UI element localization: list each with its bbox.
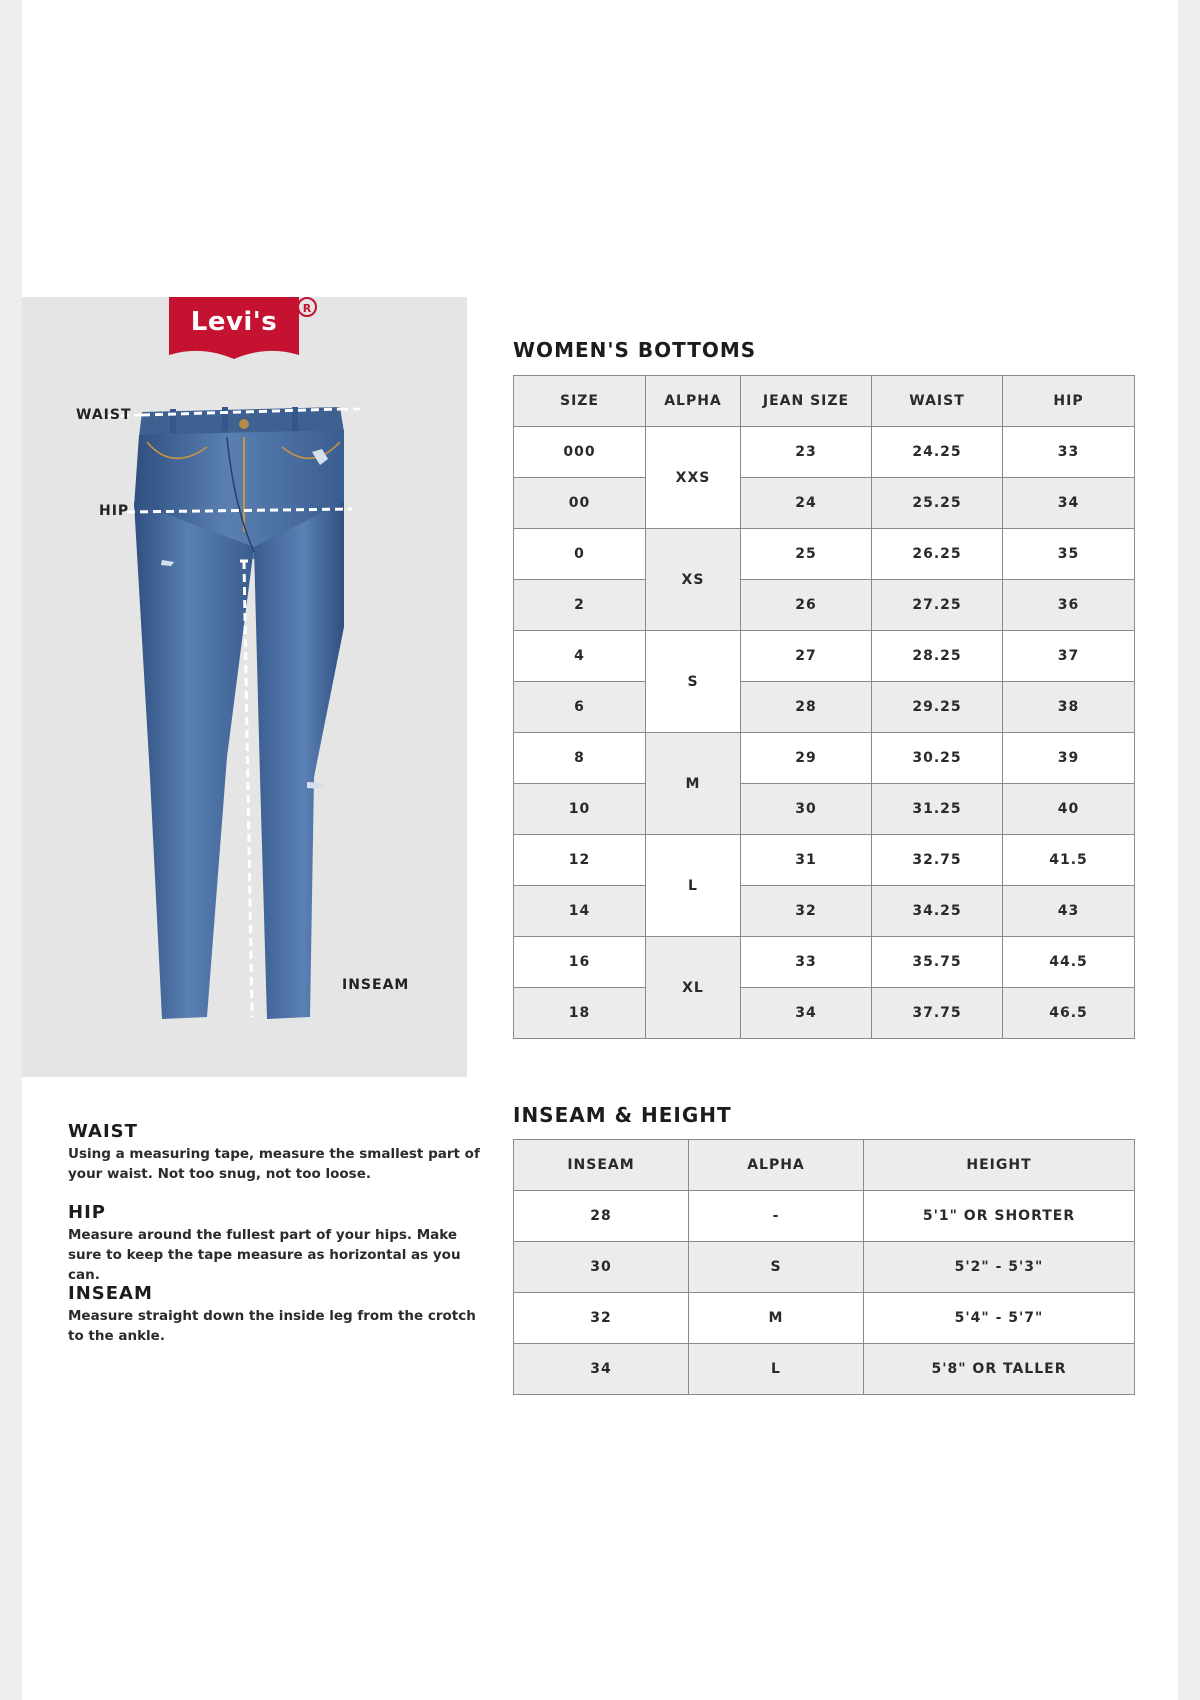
hip-instruction: [68, 1202, 488, 1285]
waist-cell: 29.25: [872, 682, 1003, 733]
hip-cell: 34: [1003, 478, 1135, 529]
alpha-cell: XS: [646, 529, 741, 631]
inseam-height-table: [513, 1139, 1135, 1395]
table-row: [514, 937, 1135, 988]
waist-cell: 35.75: [872, 937, 1003, 988]
hip-cell: 43: [1003, 886, 1135, 937]
hip-cell: 40: [1003, 784, 1135, 835]
alpha-cell: S: [689, 1242, 864, 1293]
jean-size-cell: 27: [741, 631, 872, 682]
waist-cell: 34.25: [872, 886, 1003, 937]
table-row: [514, 529, 1135, 580]
size-cell: 8: [514, 733, 646, 784]
hip-cell: 35: [1003, 529, 1135, 580]
hip-label: HIP: [99, 503, 130, 519]
table-row: [514, 580, 1135, 631]
height-cell: 5'2" - 5'3": [864, 1242, 1135, 1293]
column-header-inseam: INSEAM: [514, 1140, 689, 1191]
hip-instruction-text: Measure around the fullest part of your hips. Make sure to keep the tape measure as horizontal as you can.: [68, 1227, 461, 1283]
size-chart-page: [22, 0, 1178, 1700]
waist-cell: 31.25: [872, 784, 1003, 835]
jeans-illustration-panel: [22, 297, 467, 1077]
waist-instruction: [68, 1121, 488, 1184]
table-row: [514, 988, 1135, 1039]
logo-text: Levi's: [190, 307, 278, 337]
table-row: [514, 886, 1135, 937]
table-row: [514, 1242, 1135, 1293]
waist-cell: 32.75: [872, 835, 1003, 886]
hip-cell: 38: [1003, 682, 1135, 733]
jean-size-cell: 28: [741, 682, 872, 733]
column-header-height: HEIGHT: [864, 1140, 1135, 1191]
inseam-cell: 30: [514, 1242, 689, 1293]
jean-size-cell: 24: [741, 478, 872, 529]
waist-cell: 26.25: [872, 529, 1003, 580]
jean-size-cell: 23: [741, 427, 872, 478]
table-row: [514, 1293, 1135, 1344]
column-header-alpha: ALPHA: [689, 1140, 864, 1191]
column-header-size: SIZE: [514, 376, 646, 427]
waist-cell: 30.25: [872, 733, 1003, 784]
size-cell: 10: [514, 784, 646, 835]
alpha-cell: XXS: [646, 427, 741, 529]
size-cell: 12: [514, 835, 646, 886]
alpha-cell: M: [646, 733, 741, 835]
table-header-row: [514, 1140, 1135, 1191]
waist-instruction-text: Using a measuring tape, measure the smallest part of your waist. Not too snug, not too loose.: [68, 1146, 480, 1182]
waist-label: WAIST: [76, 407, 132, 423]
waist-cell: 24.25: [872, 427, 1003, 478]
alpha-cell: L: [646, 835, 741, 937]
table-row: [514, 478, 1135, 529]
inseam-cell: 34: [514, 1344, 689, 1395]
jean-size-cell: 34: [741, 988, 872, 1039]
jean-size-cell: 26: [741, 580, 872, 631]
inseam-label: INSEAM: [342, 977, 410, 993]
column-header-jean-size: JEAN SIZE: [741, 376, 872, 427]
table-row: [514, 1191, 1135, 1242]
height-cell: 5'8" OR TALLER: [864, 1344, 1135, 1395]
column-header-alpha: ALPHA: [646, 376, 741, 427]
waist-instruction-title: WAIST: [68, 1121, 138, 1142]
size-cell: 0: [514, 529, 646, 580]
waist-cell: 37.75: [872, 988, 1003, 1039]
hip-instruction-title: HIP: [68, 1202, 106, 1223]
hip-cell: 33: [1003, 427, 1135, 478]
table-header-row: [514, 376, 1135, 427]
inseam-instruction: [68, 1283, 488, 1346]
hip-cell: 46.5: [1003, 988, 1135, 1039]
waist-cell: 25.25: [872, 478, 1003, 529]
table-row: [514, 733, 1135, 784]
hip-cell: 41.5: [1003, 835, 1135, 886]
alpha-cell: S: [646, 631, 741, 733]
jean-size-cell: 32: [741, 886, 872, 937]
alpha-cell: -: [689, 1191, 864, 1242]
hip-cell: 39: [1003, 733, 1135, 784]
inseam-instruction-title: INSEAM: [68, 1283, 153, 1304]
inseam-cell: 32: [514, 1293, 689, 1344]
alpha-cell: L: [689, 1344, 864, 1395]
inseam-instruction-text: Measure straight down the inside leg from the crotch to the ankle.: [68, 1308, 476, 1344]
table-row: [514, 682, 1135, 733]
womens-bottoms-title: WOMEN'S BOTTOMS: [513, 338, 757, 362]
womens-bottoms-table: [513, 375, 1135, 1039]
size-cell: 4: [514, 631, 646, 682]
size-cell: 6: [514, 682, 646, 733]
size-cell: 000: [514, 427, 646, 478]
jean-size-cell: 31: [741, 835, 872, 886]
alpha-cell: XL: [646, 937, 741, 1039]
levis-logo: [169, 297, 319, 359]
table-row: [514, 784, 1135, 835]
size-cell: 2: [514, 580, 646, 631]
jean-size-cell: 29: [741, 733, 872, 784]
inseam-cell: 28: [514, 1191, 689, 1242]
height-cell: 5'4" - 5'7": [864, 1293, 1135, 1344]
jean-size-cell: 30: [741, 784, 872, 835]
hip-cell: 36: [1003, 580, 1135, 631]
alpha-cell: M: [689, 1293, 864, 1344]
column-header-hip: HIP: [1003, 376, 1135, 427]
registered-mark: R: [297, 297, 317, 317]
hip-cell: 37: [1003, 631, 1135, 682]
height-cell: 5'1" OR SHORTER: [864, 1191, 1135, 1242]
waist-cell: 28.25: [872, 631, 1003, 682]
size-cell: 16: [514, 937, 646, 988]
table-row: [514, 631, 1135, 682]
size-cell: 14: [514, 886, 646, 937]
table-row: [514, 427, 1135, 478]
waist-cell: 27.25: [872, 580, 1003, 631]
column-header-waist: WAIST: [872, 376, 1003, 427]
size-cell: 18: [514, 988, 646, 1039]
inseam-height-title: INSEAM & HEIGHT: [513, 1103, 732, 1127]
jean-size-cell: 33: [741, 937, 872, 988]
table-row: [514, 835, 1135, 886]
table-row: [514, 1344, 1135, 1395]
hip-cell: 44.5: [1003, 937, 1135, 988]
size-cell: 00: [514, 478, 646, 529]
jean-size-cell: 25: [741, 529, 872, 580]
